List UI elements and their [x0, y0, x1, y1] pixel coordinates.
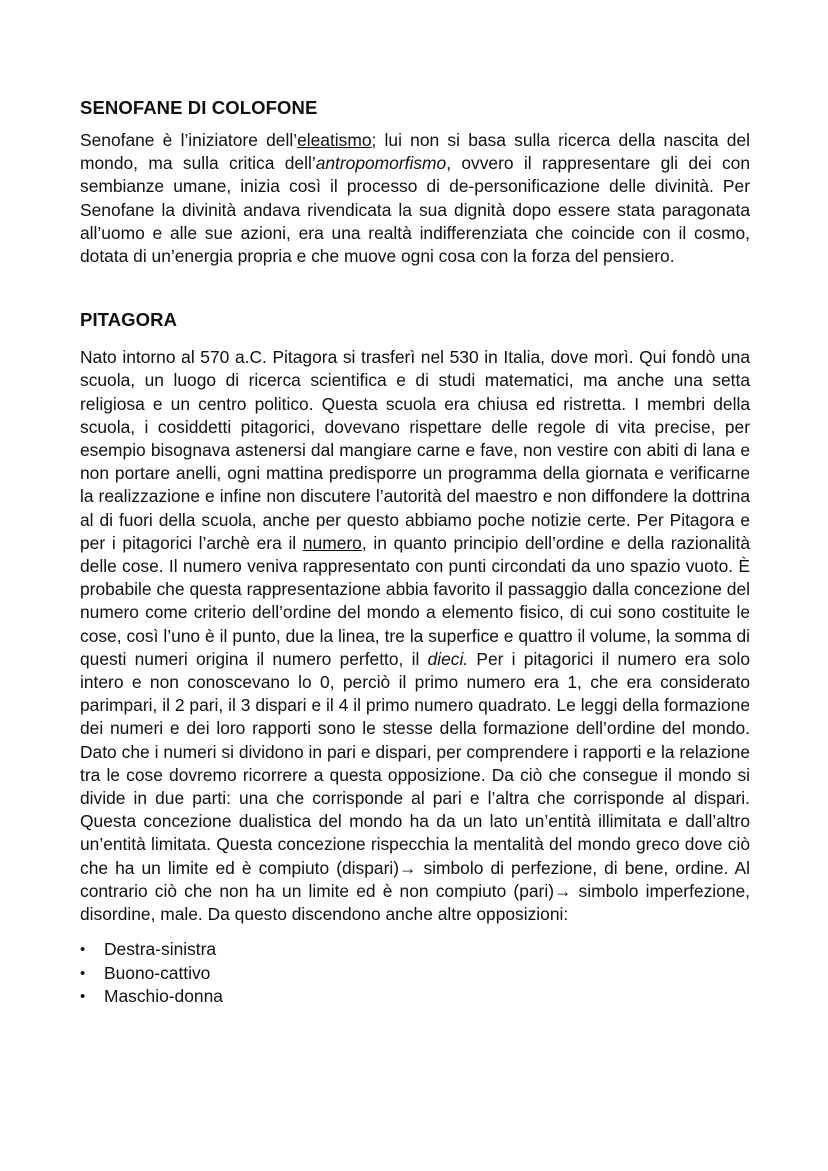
section-senofane	[80, 96, 750, 268]
bullet-icon: •	[80, 964, 86, 982]
arrow-right-icon: →	[554, 880, 572, 901]
section-pitagora	[80, 308, 750, 1009]
arrow-right-icon: →	[399, 857, 417, 878]
section-title-senofane: SENOFANE DI COLOFONE	[80, 97, 318, 118]
bullet-icon: •	[80, 941, 86, 959]
term-dieci: dieci.	[427, 648, 469, 669]
opposition-list	[80, 938, 750, 1009]
list-item: • Buono-cattivo	[80, 962, 750, 986]
bullet-icon: •	[80, 988, 86, 1006]
term-antropomorfismo: antropomorfismo	[315, 153, 447, 174]
list-item: • Maschio-donna	[80, 985, 750, 1009]
term-eleatismo: eleatismo	[297, 130, 372, 150]
paragraph-pitagora: Nato intorno al 570 a.C. Pitagora si trasferì nel 530 in Italia, dove morì. Qui fondò una scuola, un luogo di ricerca scientifica e di studi matematici, ma anche una setta religiosa e un centro politico. Questa scuola era chiusa ed ristretta. I membri della scuola, i cosiddetti pitagorici, dovevano rispettare delle regole di vita precise, per esempio bisognava astenersi dal mangiare carne e fave, non vestire con abiti di lana e non portare anelli, ogni mattina predisporre un programma della giornata e verificarne la realizzazione e infine non discutere l’autorità del maestro e non diffondere la dottrina al di fuori della scuola, anche per questo abbiamo poche notizie certe. Per Pitagora e per i pitagorici l’archè era il numero, in quanto principio dell’ordine e della razionalità delle cose. Il numero veniva rappresentato con punti circondati da uno spazio vuoto. È probabile che questa rappresentazione abbia favorito il passaggio dalla concezione del numero come criterio dell’ordine del mondo a elemento fisico, di cui sono costituite le cose, così l’uno è il punto, due la linea, tre la superfice e quattro il volume, la somma di questi numeri origina il numero perfetto, il dieci. Per i pitagorici il numero era solo intero e non conoscevano lo 0, perciò il primo numero era 1, che era considerato parimpari, il 2 pari, il 3 dispari e il 4 il primo numero quadrato. Le leggi della formazione dei numeri e dei loro rapporti sono le stesse della formazione dell’ordine del mondo. Dato che i numeri si dividono in pari e dispari, per comprendere i rapporti e la relazione tra le cose dovremo ricorrere a questa opposizione. Da ciò che consegue il mondo si divide in due parti: una che corrisponde al pari e l’altra che corrisponde al dispari. Questa concezione dualistica del mondo ha da un lato un’entità illimitata e dall’altro un’entità limitata. Questa concezione rispecchia la mentalità del mondo greco dove ciò che ha un limite ed è compiuto (dispari)→ simbolo di perfezione, di bene, ordine. Al contrario ciò che non ha un limite ed è non compiuto (pari)→ simbolo imperfezione, disordine, male. Da questo discendono anche altre opposizioni:	[80, 347, 751, 925]
term-numero: numero	[302, 532, 362, 553]
paragraph-senofane: Senofane è l’iniziatore dell’eleatismo; lui non si basa sulla ricerca della nascita del mondo, ma sulla critica dell’antropomorfismo, ovvero il rappresentare gli dei con sembianze umane, inizia così il processo di de-personificazione delle divinità. Per Senofane la divinità andava rivendicata la sua dignità dopo essere stata paragonata all’uomo e alle sue azioni, era una realtà indifferenziata che coincide con il cosmo, dotata di un’energia propria e che muove ogni cosa con la forza del pensiero.	[80, 130, 751, 267]
list-item: • Destra-sinistra	[80, 938, 750, 962]
document-page	[80, 96, 750, 1009]
section-title-pitagora: PITAGORA	[80, 309, 178, 331]
